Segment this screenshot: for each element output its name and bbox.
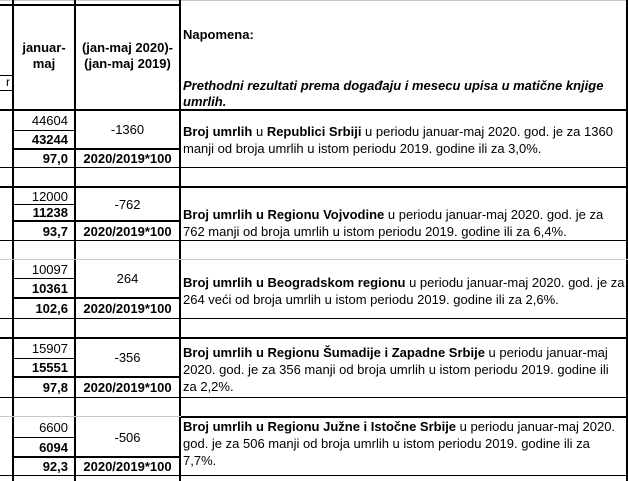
value-2020: 15551 <box>31 360 68 375</box>
value-2020: 10361 <box>31 280 68 296</box>
note-subtitle: Prethodni rezultati prema događaju i mesecu upisa u matične knjige umrlih. <box>183 78 604 109</box>
note-bold-region: Republici Srbiji <box>266 124 362 139</box>
header-difference-line2: (jan-maj 2019) <box>84 56 171 71</box>
note-bold: Broj umrlih u Regionu Vojvodine <box>183 207 385 222</box>
note-text: u periodu januar-maj 2020. god. je za 762 manji od broja umrlih u istom periodu 2019. godine ili za 6,4%. <box>183 207 604 239</box>
value-2019: 44604 <box>31 113 68 128</box>
note-bold: Broj umrlih u Beogradskom regionu <box>183 275 406 290</box>
note-bold: Broj umrlih u Regionu Šumadije i Zapadne Srbije <box>183 345 485 360</box>
difference-value: -506 <box>114 429 141 445</box>
index-value: 97,8 <box>42 380 68 395</box>
note-title: Napomena: <box>183 27 254 42</box>
note-bold: Broj umrlih <box>183 124 253 139</box>
block-border <box>0 397 628 398</box>
block-border <box>0 318 628 319</box>
region-note <box>183 418 625 469</box>
value-2019: 10097 <box>31 261 68 277</box>
note-text: u periodu januar-maj 2020. god. je za 264 veći od broja umrlih u istom periodu 2019. godine ili za 2,6%. <box>183 275 625 307</box>
value-2019: 6600 <box>39 420 68 435</box>
value-2020: 43244 <box>31 132 68 147</box>
difference-value: 264 <box>116 271 139 286</box>
gridline <box>0 0 628 1</box>
region-note <box>183 344 625 395</box>
cut-off-column-header: r <box>6 75 10 89</box>
value-2019: 15907 <box>31 341 68 356</box>
header-jan-maj <box>14 40 74 72</box>
index-value: 97,0 <box>42 151 68 166</box>
difference-value: -1360 <box>110 122 145 137</box>
block-border <box>0 475 628 476</box>
header-jan-maj-line1: januar- <box>22 40 66 55</box>
value-2020: 11238 <box>32 205 68 220</box>
block-border <box>0 240 628 241</box>
note-text: u periodu januar-maj 2020. god. je za 356 manji od broja umrlih u istom periodu 2019. godine ili za 2,2%. <box>183 345 609 394</box>
index-label: 2020/2019*100 <box>83 223 172 239</box>
header-difference <box>76 40 179 72</box>
index-value: 102,6 <box>35 301 68 316</box>
index-label: 2020/2019*100 <box>83 151 172 166</box>
block-border <box>0 167 628 168</box>
header-jan-maj-line2: maj <box>32 56 56 71</box>
difference-value: -356 <box>114 350 141 365</box>
value-2020: 6094 <box>39 439 68 455</box>
note-bold: Broj umrlih u Regionu Južne i Istočne Srbije <box>183 419 457 434</box>
index-value: 92,3 <box>42 459 68 474</box>
region-note <box>183 206 625 240</box>
index-value: 93,7 <box>42 223 68 239</box>
difference-value: -762 <box>114 196 141 212</box>
index-label: 2020/2019*100 <box>83 459 172 474</box>
region-note <box>183 274 625 308</box>
header-top-border <box>0 4 181 6</box>
note-text: u periodu januar-maj 2020. god. je za 506 manji od broja umrlih u istom periodu 2019. godine ili za 7,7%. <box>183 419 616 468</box>
fragment-border <box>0 90 12 91</box>
index-label: 2020/2019*100 <box>83 380 172 395</box>
note-text: u periodu januar-maj 2020. god. je za 1360 manji od broja umrlih u istom periodu 2019. godine ili za 3,0%. <box>183 124 613 156</box>
index-label: 2020/2019*100 <box>83 301 172 316</box>
header-difference-line1: (jan-maj 2020)- <box>81 40 174 55</box>
note-mid: u <box>252 124 267 139</box>
region-note <box>183 123 625 157</box>
value-2019: 12000 <box>31 188 68 204</box>
